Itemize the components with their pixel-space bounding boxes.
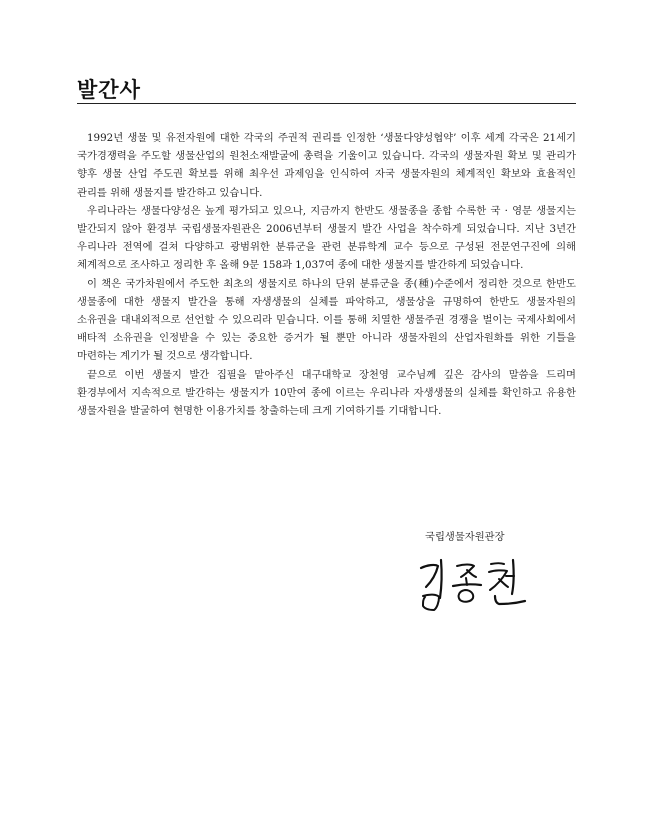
signer-position: 국립생물자원관장 — [425, 531, 505, 543]
handwritten-signature — [417, 554, 533, 614]
paragraph: 우리나라는 생물다양성은 높게 평가되고 있으나, 지금까지 한반도 생물종을 종합 수록한 국 · 영문 생물지는 발간되지 않아 환경부 국립생물자원관은 2006년부터 생물지 발간 사업을 착수하게 되었습니다. 지난 3년간 우리나라 전역에 걸쳐 다양하고 광범위한 분류군을 관련 분류학계 교수 등으로 구성된 전문연구진에 의해 체계적으로 조사하고 정리한 후 올해 9문 158과 1,037여 종에 대한 생물지를 발간하게 되었습니다. — [77, 204, 576, 272]
signature-block — [417, 530, 557, 618]
paragraph: 이 책은 국가차원에서 주도한 최초의 생물지로 하나의 단위 분류군을 종(種)수준에서 정리한 것으로 한반도 생물종에 대한 생물지 발간을 통해 자생생물의 실체를 파악하고, 생물상을 규명하여 한반도 생물자원의 소유권을 대내외적으로 선언할 수 있으리라 믿습니다. 이를 통해 치열한 생물주권 경쟁을 벌이는 국제사회에서 배타적 소유권을 인정받을 수 있는 중요한 증거가 될 뿐만 아니라 생물자원의 산업자원화를 위한 기틀을 마련하는 계기가 될 것으로 생각합니다. — [77, 277, 576, 363]
paragraph: 1992년 생물 및 유전자원에 대한 각국의 주권적 권리를 인정한 ‘생물다양성협약’ 이후 세계 각국은 21세기 국가경쟁력을 주도할 생물산업의 원천소재발굴에 총력을 기울이고 있습니다. 각국의 생물자원 확보 및 관리가 향후 생물 산업 주도권 확보를 위해 최우선 과제임을 인식하여 자국 생물자원의 체계적인 확보와 효율적인 관리를 위해 생물지를 발간하고 있습니다. — [77, 132, 576, 199]
title-underline — [77, 103, 576, 104]
paragraph: 끝으로 이번 생물지 발간 집필을 맡아주신 대구대학교 장천영 교수님께 깊은 감사의 말씀을 드리며 환경부에서 지속적으로 발간하는 생물지가 10만여 종에 이르는 우리나라 자생생물의 실체를 확인하고 유용한 생물자원을 발굴하여 현명한 이용가치를 창출하는데 크게 기여하기를 기대합니다. — [77, 368, 576, 418]
body-text — [77, 129, 576, 420]
page-title: 발간사 — [77, 78, 141, 102]
